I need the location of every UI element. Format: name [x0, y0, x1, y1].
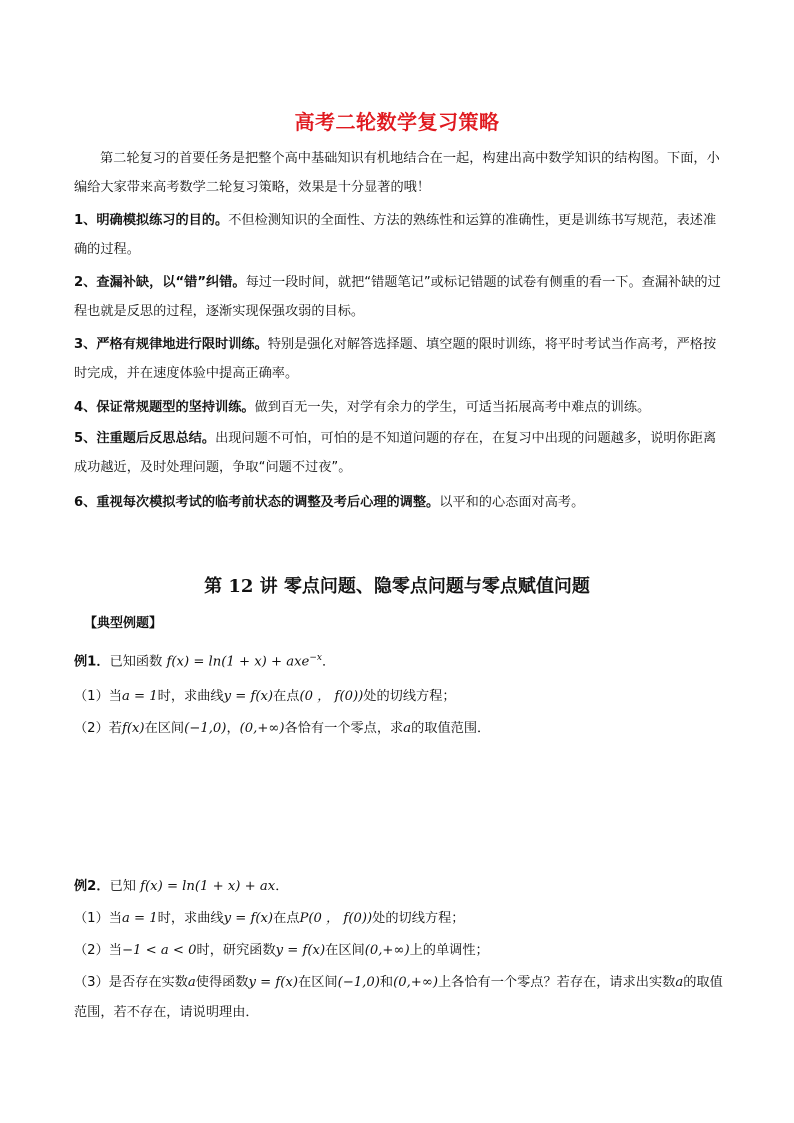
strategy-heading: 2、查漏补缺，以“错”纠错。 [74, 275, 246, 290]
formula: (0,+∞) [239, 721, 285, 736]
example-1-question-2 [74, 718, 734, 740]
question-text: （1）当 [74, 911, 122, 926]
example-1-question-1 [74, 686, 734, 708]
formula: −1 < a < 0 [121, 943, 197, 958]
strategy-body: 做到百无一失，对学有余力的学生，可适当拓展高考中难点的训练。 [254, 400, 651, 415]
question-text: 的取值范围． [411, 721, 491, 736]
question-text: （3）是否存在实数 [74, 975, 188, 990]
strategy-item-4 [74, 393, 726, 422]
question-text: 在点 [273, 689, 300, 704]
formula: y = f(x) [248, 975, 299, 990]
question-text: 在区间 [144, 721, 185, 736]
formula: f(x) [121, 721, 145, 736]
question-text: 使得函数 [195, 975, 249, 990]
strategy-item-2 [74, 268, 726, 326]
page-title: 高考二轮数学复习策略 [294, 110, 500, 134]
stem-text: 已知 [109, 879, 136, 894]
question-text: 在区间 [325, 943, 365, 958]
example-2-question-1 [74, 908, 734, 930]
lecture-title: 第 12 讲 零点问题、隐零点问题与零点赋值问题 [204, 576, 590, 597]
formula: (0 ， f(0)) [299, 689, 364, 704]
strategy-body: 出现问题不可怕，可怕的是不知道问题的存在，在复习中出现的问题越多，说明你距离成功越近，及时处理问题，争取“问题不过夜”。 [74, 431, 717, 475]
strategy-item-3 [74, 330, 726, 388]
formula: a [403, 721, 412, 736]
question-text: 上的单调性； [409, 943, 489, 958]
question-text: 的取值范围，若不存在，请说明理由． [74, 975, 723, 1020]
question-text: 各恰有一个零点，求 [284, 721, 404, 736]
intro-paragraph: 第二轮复习的首要任务是把整个高中基础知识有机地结合在一起，构建出高中数学知识的结构图。下面，小编给大家带来高考数学二轮复习策略，效果是十分显著的哦！ [74, 151, 720, 195]
question-text: 时，求曲线 [157, 911, 224, 926]
stem-text: 已知函数 [109, 654, 163, 670]
formula: P(0 ， f(0)) [299, 911, 373, 926]
formula: (−1,0) [337, 975, 380, 990]
question-text: 处的切线方程； [372, 911, 465, 926]
example-2-question-2 [74, 940, 734, 962]
question-text: 在区间 [298, 975, 338, 990]
formula: (−1,0) [184, 721, 227, 736]
strategy-body: 每过一段时间，就把“错题笔记”或标记错题的试卷有侧重的看一下。查漏补缺的过程也就是反思的过程，逐渐实现保强攻弱的目标。 [74, 275, 721, 319]
formula: y = f(x) [223, 689, 274, 704]
example-2-question-3 [74, 968, 734, 1028]
example-label: 例1． [74, 654, 110, 670]
question-text: 在点 [273, 911, 300, 926]
formula: (0,+∞) [364, 943, 410, 958]
example-label: 例2． [74, 879, 110, 894]
example-2-stem [74, 876, 734, 898]
formula: a = 1 [121, 689, 158, 704]
strategy-heading: 4、保证常规题型的坚持训练。 [74, 400, 255, 415]
formula: f(x) = ln(1 + x) + ax [140, 879, 276, 894]
strategy-heading: 6、重视每次模拟考试的临考前状态的调整及考后心理的调整。 [74, 495, 440, 510]
question-text: （2）当 [74, 943, 122, 958]
question-text: 和 [379, 975, 394, 990]
formula: a = 1 [121, 911, 158, 926]
strategy-item-6 [74, 488, 726, 517]
strategy-item-5 [74, 424, 726, 482]
stem-text: ． [275, 879, 289, 894]
strategy-body: 特别是强化对解答选择题、填空题的限时训练，将平时考试当作高考，严格按时完成，并在速度体验中提高正确率。 [74, 337, 717, 381]
formula: (0,+∞) [393, 975, 438, 990]
formula: a [675, 975, 684, 990]
formula-exponent: −x [309, 653, 322, 663]
strategy-item-1 [74, 206, 726, 264]
question-text: 时，研究函数 [196, 943, 276, 958]
formula: f(x) = ln(1 + x) + axe [166, 654, 310, 670]
strategy-heading: 1、明确模拟练习的目的。 [74, 213, 229, 228]
section-heading: 【典型例题】 [84, 616, 163, 631]
question-text: 时，求曲线 [157, 689, 224, 704]
question-text: 上各恰有一个零点？若存在，请求出实数 [438, 975, 676, 990]
strategy-body: 不但检测知识的全面性、方法的熟练性和运算的准确性，更是训练书写规范，表述准确的过程。 [74, 213, 717, 257]
question-text: （2）若 [74, 721, 122, 736]
strategy-heading: 3、严格有规律地进行限时训练。 [74, 337, 268, 352]
formula: a [187, 975, 196, 990]
formula: y = f(x) [275, 943, 326, 958]
strategy-heading: 5、注重题后反思总结。 [74, 431, 216, 446]
question-text: 处的切线方程； [363, 689, 456, 704]
question-text: ， [226, 721, 240, 736]
strategy-body: 以平和的心态面对高考。 [439, 495, 585, 510]
question-text: （1）当 [74, 689, 122, 704]
formula: y = f(x) [223, 911, 274, 926]
example-1-stem [74, 647, 734, 673]
stem-text: ． [321, 654, 336, 670]
